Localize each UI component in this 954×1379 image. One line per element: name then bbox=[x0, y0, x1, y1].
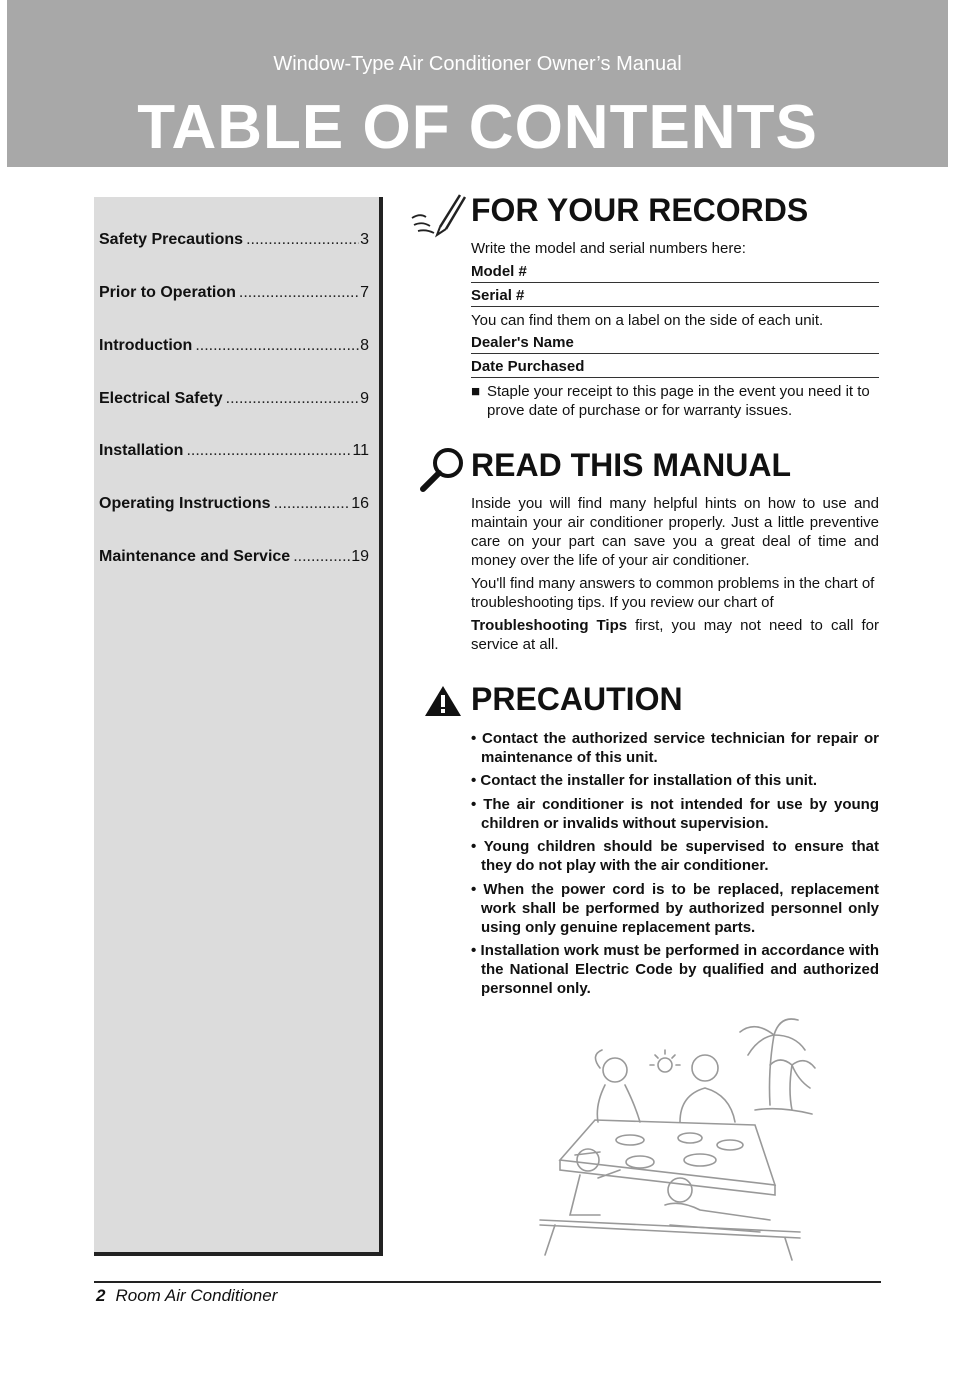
serial-field[interactable]: Serial # bbox=[471, 287, 879, 307]
staple-note: ■ Staple your receipt to this page in the event you need it to prove date of purchase or for warranty issues. bbox=[471, 383, 870, 419]
precaution-item: • Contact the authorized service technician for repair or maintenance of this unit. bbox=[471, 730, 879, 766]
manual-title: READ THIS MANUAL bbox=[471, 447, 791, 483]
date-purchased-field[interactable]: Date Purchased bbox=[471, 358, 879, 378]
manual-paragraph-1: Inside you will find many helpful hints on how to use and maintain your air conditioner properly. Just a little preventive care on your part can save you a great deal of time and money over the life of your air conditioner. bbox=[471, 495, 879, 569]
footer-title: Room Air Conditioner bbox=[115, 1286, 278, 1305]
dealer-field[interactable]: Dealer's Name bbox=[471, 334, 879, 354]
manual-subtitle: Window-Type Air Conditioner Owner’s Manual bbox=[273, 53, 682, 75]
square-bullet-icon: ■ bbox=[471, 383, 481, 400]
precaution-item: • Installation work must be performed in accordance with the National Electric Code by qualified and authorized personnel only. bbox=[471, 942, 879, 997]
toc-item-safety-precautions[interactable]: Safety Precautions ..... 3 bbox=[99, 231, 369, 249]
precaution-item: • The air conditioner is not intended for use by young children or invalids without supervision. bbox=[471, 796, 879, 832]
toc-item-introduction[interactable]: Introduction ..... 8 bbox=[99, 337, 369, 355]
precaution-item: • Contact the installer for installation of this unit. bbox=[471, 772, 818, 789]
toc-item-maintenance-and-service[interactable]: Maintenance and Service ..... 19 bbox=[99, 548, 369, 566]
manual-paragraph-3: Troubleshooting Tips first, you may not need to call for service at all. bbox=[471, 617, 879, 653]
pen-icon bbox=[410, 193, 466, 239]
records-intro: Write the model and serial numbers here: bbox=[471, 240, 746, 257]
page-footer bbox=[96, 1286, 277, 1306]
precaution-item: • Young children should be supervised to ensure that they do not play with the air conditioner. bbox=[471, 838, 879, 874]
warning-icon bbox=[423, 684, 463, 718]
magnifier-icon bbox=[418, 446, 466, 492]
manual-paragraph-2: You'll find many answers to common problems in the chart of troubleshooting tips. If you review our chart of bbox=[471, 575, 875, 611]
toc-item-installation[interactable]: Installation ..... 11 bbox=[99, 442, 369, 460]
records-title: FOR YOUR RECORDS bbox=[471, 192, 809, 228]
toc-item-prior-to-operation[interactable]: Prior to Operation ..... 7 bbox=[99, 284, 369, 302]
precaution-title: PRECAUTION bbox=[471, 681, 683, 717]
page-title: TABLE OF CONTENTS bbox=[137, 93, 818, 162]
page-number: 2 bbox=[96, 1286, 106, 1305]
toc-sidebar bbox=[94, 197, 383, 1256]
header-banner bbox=[7, 0, 948, 167]
footer-rule bbox=[94, 1281, 881, 1283]
model-field[interactable]: Model # bbox=[471, 263, 879, 283]
label-note: You can find them on a label on the side of each unit. bbox=[471, 312, 824, 329]
precaution-item: • When the power cord is to be replaced, replacement work shall be performed by authorized personnel only using only genuine replacement parts. bbox=[471, 881, 879, 936]
toc-item-operating-instructions[interactable]: Operating Instructions ..... 16 bbox=[99, 495, 369, 513]
toc-item-electrical-safety[interactable]: Electrical Safety ..... 9 bbox=[99, 390, 369, 408]
picnic-illustration bbox=[530, 1010, 820, 1265]
